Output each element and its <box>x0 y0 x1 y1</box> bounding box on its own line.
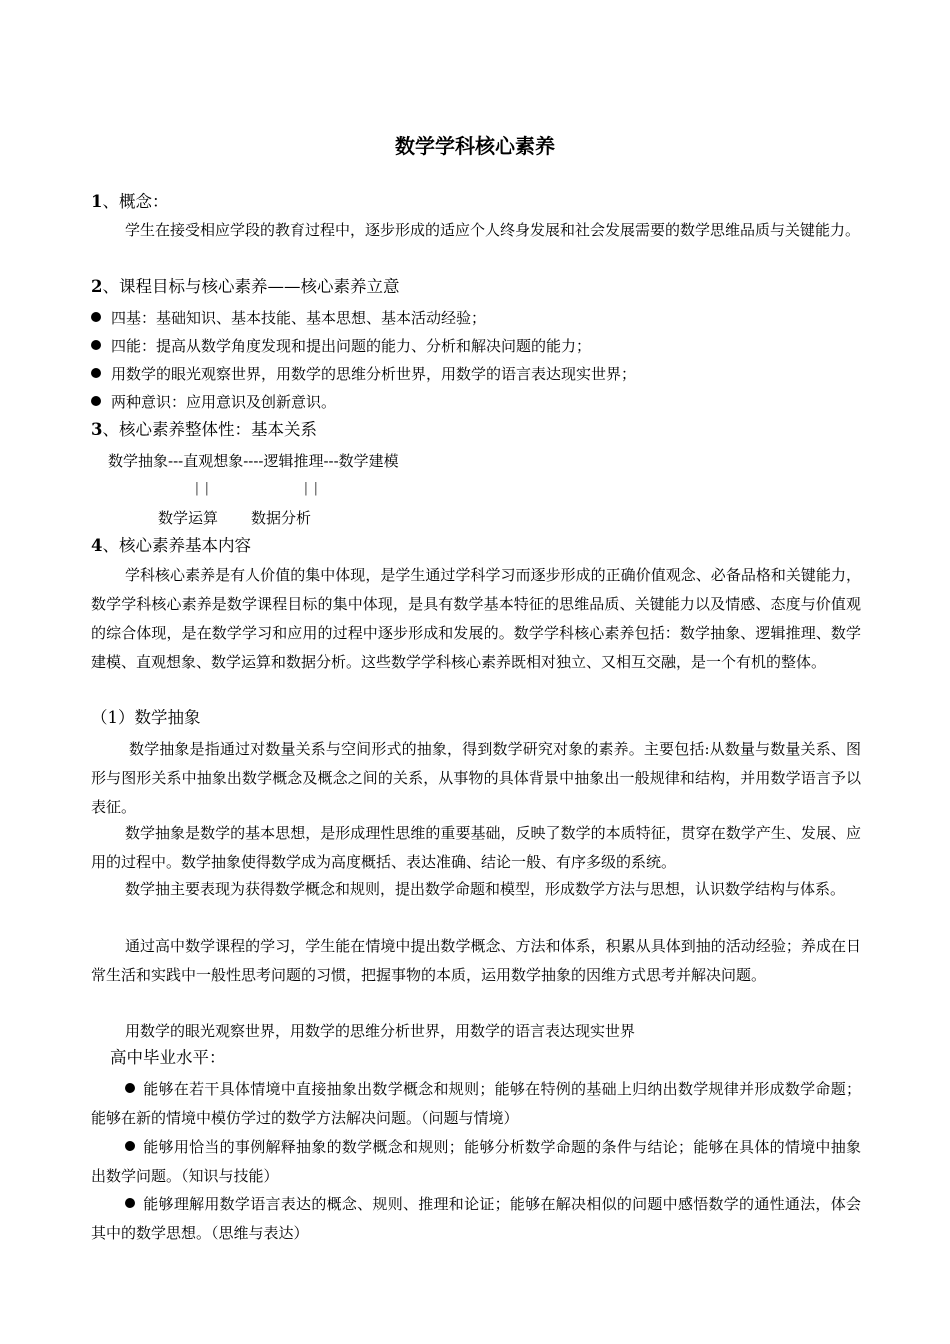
level-text: 能够在若干具体情境中直接抽象出数学概念和规则；能够在特例的基础上归纳出数学规律并形成数学命题；能够在新的情境中模仿学过的数学方法解决问题。（问题与情境） <box>91 1080 861 1127</box>
section-number: 4 <box>91 536 103 555</box>
subsection-paragraph-3: 数学抽主要表现为获得数学概念和规则，提出数学命题和模型，形成数学方法与思想，认识数学结构与体系。 <box>125 880 846 898</box>
level-text: 能够用恰当的事例解释抽象的数学概念和规则；能够分析数学命题的条件与结论；能够在具体的情境中抽象出数学问题。（知识与技能） <box>91 1138 861 1185</box>
bullet-icon <box>91 368 101 378</box>
subsection-paragraph-1: 数学抽象是指通过对数量关系与空间形式的抽象，得到数学研究对象的素养。主要包括:从数量与数量关系、图形与图形关系中抽象出数学概念及概念之间的关系，从事物的具体背景中抽象出一般规律和结构，并用数学语言予以表征。 <box>91 740 861 816</box>
level-item <box>91 1190 861 1248</box>
bullet-text: 四能：提高从数学角度发现和提出问题的能力、分析和解决问题的能力； <box>111 337 592 355</box>
bullet-icon <box>91 312 101 322</box>
subsection-paragraph-2: 数学抽象是数学的基本思想，是形成理性思维的重要基础，反映了数学的本质特征，贯穿在数学产生、发展、应用的过程中。数学抽象使得数学成为高度概括、表达准确、结论一般、有序多级的系统。 <box>91 824 861 871</box>
section-heading-text: 、核心素养基本内容 <box>102 536 251 555</box>
bullet-icon <box>125 1083 135 1093</box>
bullet-item <box>91 391 336 413</box>
bullet-item <box>91 335 591 357</box>
section-number: 1 <box>91 192 103 211</box>
connector-bar-1: || <box>193 481 213 496</box>
bullet-icon <box>91 340 101 350</box>
section-2-heading <box>91 275 399 299</box>
section-3-heading <box>91 418 317 442</box>
section-4-paragraph: 学科核心素养是有人价值的集中体现，是学生通过学科学习而逐步形成的正确价值观念、必备品格和关键能力，数学学科核心素养是数学课程目标的集中体现，是具有数学基本特征的思维品质、关键能力以及情感、态度与价值观的综合体现，是在数学学习和应用的过程中逐步形成和发展的。数学学科核心素养包括：数学抽象、逻辑推理、数学建模、直观想象、数学运算和数据分析。这些数学学科核心素养既相对独立、又相互交融，是一个有机的整体。 <box>91 566 861 671</box>
relationship-chain: 数学抽象---直观想象----逻辑推理---数学建模 <box>108 452 399 470</box>
bullet-text: 四基：基础知识、基本技能、基本思想、基本活动经验； <box>111 309 487 327</box>
bullet-text: 两种意识：应用意识及创新意识。 <box>111 393 337 411</box>
section-number: 2 <box>91 277 103 296</box>
level-item <box>91 1075 861 1133</box>
bullet-icon <box>125 1141 135 1151</box>
section-number: 3 <box>91 420 103 439</box>
bullet-item <box>91 307 486 329</box>
section-heading-text: 、核心素养整体性：基本关系 <box>102 420 317 439</box>
relationship-below-2: 数据分析 <box>251 509 312 527</box>
connector-bar-2: || <box>302 481 322 496</box>
subsection-paragraph-4: 通过高中数学课程的学习，学生能在情境中提出数学概念、方法和体系，积累从具体到抽的活动经验；养成在日常生活和实践中一般性思考问题的习惯，把握事物的本质，运用数学抽象的因维方式思考并解决问题。 <box>91 937 861 984</box>
bullet-text: 用数学的眼光观察世界，用数学的思维分析世界，用数学的语言表达现实世界； <box>111 365 637 383</box>
section-1-heading <box>91 190 168 214</box>
level-item <box>91 1133 861 1191</box>
section-1-paragraph: 学生在接受相应学段的教育过程中，逐步形成的适应个人终身发展和社会发展需要的数学思维品质与关键能力。 <box>125 221 861 239</box>
subsection-heading: （1）数学抽象 <box>91 708 201 727</box>
relationship-below-1: 数学运算 <box>158 509 219 527</box>
section-heading-text: 、课程目标与核心素养——核心素养立意 <box>102 277 400 296</box>
bullet-item <box>91 363 636 385</box>
bullet-icon <box>125 1198 135 1208</box>
document-title: 数学学科核心素养 <box>395 134 555 158</box>
section-heading-text: 、概念： <box>102 192 169 211</box>
subsection-paragraph-5: 用数学的眼光观察世界，用数学的思维分析世界，用数学的语言表达现实世界 <box>125 1022 636 1040</box>
graduation-level-heading: 高中毕业水平： <box>110 1048 226 1067</box>
bullet-icon <box>91 396 101 406</box>
level-text: 能够理解用数学语言表达的概念、规则、推理和论证；能够在解决相似的问题中感悟数学的通性通法，体会其中的数学思想。（思维与表达） <box>91 1195 861 1242</box>
section-4-heading <box>91 534 251 558</box>
